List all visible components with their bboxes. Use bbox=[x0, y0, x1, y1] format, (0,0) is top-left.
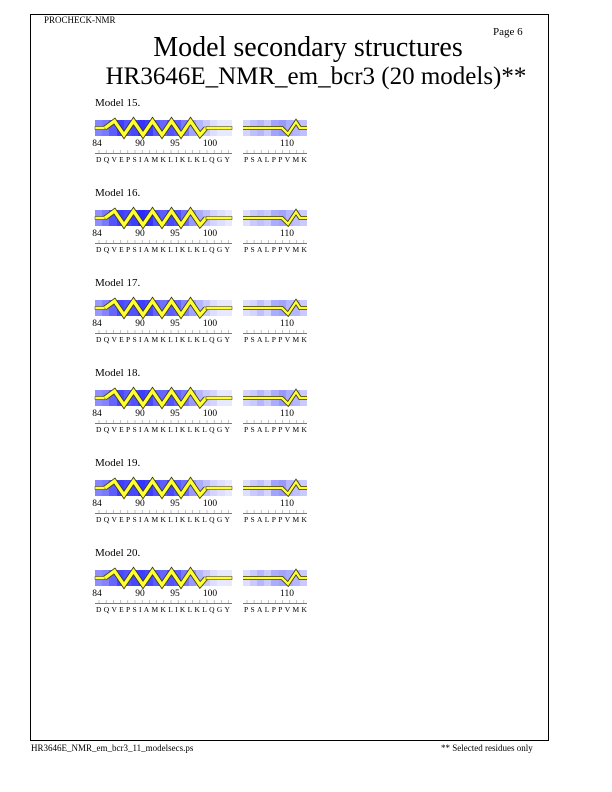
residue-letter: I bbox=[175, 425, 178, 434]
sequence-a bbox=[96, 515, 230, 524]
residue-letter: P bbox=[278, 335, 283, 344]
residue-letter: K bbox=[301, 335, 307, 344]
residue-letter: K bbox=[194, 515, 200, 524]
residue-letter: A bbox=[143, 425, 150, 434]
residue-letter: P bbox=[271, 155, 276, 164]
sequence-a bbox=[96, 245, 230, 254]
residue-letter: E bbox=[119, 425, 124, 434]
residue-letter: P bbox=[126, 425, 131, 434]
sequence-rule bbox=[243, 603, 307, 604]
residue-number: 110 bbox=[280, 409, 294, 419]
residue-letter: A bbox=[257, 245, 263, 254]
residue-letter: K bbox=[160, 155, 166, 164]
residue-letter: P bbox=[271, 515, 276, 524]
sequence-a bbox=[96, 335, 230, 344]
sequence-b bbox=[244, 425, 307, 434]
residue-number: 95 bbox=[170, 229, 180, 239]
sequence-b bbox=[244, 335, 307, 344]
residue-number: 110 bbox=[280, 139, 294, 149]
residue-letter: E bbox=[119, 605, 124, 614]
residue-letter: P bbox=[244, 245, 249, 254]
residue-letter: E bbox=[119, 245, 124, 254]
residue-number: 84 bbox=[92, 409, 102, 419]
residue-letter: V bbox=[284, 515, 291, 524]
residue-letter: I bbox=[138, 425, 142, 434]
residue-letter: E bbox=[119, 515, 124, 524]
sequence-b bbox=[244, 605, 307, 614]
residue-letter: I bbox=[138, 605, 142, 614]
residue-letter: K bbox=[301, 515, 307, 524]
coil-segment bbox=[95, 307, 105, 310]
residue-number: 84 bbox=[92, 589, 102, 599]
residue-letter: I bbox=[175, 515, 178, 524]
residue-letter: L bbox=[264, 245, 270, 254]
residue-letter: K bbox=[194, 245, 200, 254]
model-label: Model 17. bbox=[95, 277, 141, 289]
coil-segment bbox=[206, 217, 232, 220]
residue-letter: M bbox=[151, 515, 159, 524]
residue-letter: L bbox=[202, 605, 207, 614]
model-panel bbox=[92, 367, 322, 455]
residue-letter: G bbox=[216, 245, 223, 254]
model-label: Model 19. bbox=[95, 457, 141, 469]
footer-filename: HR3646E_NMR_em_bcr3_11_modelsecs.ps bbox=[31, 743, 194, 753]
residue-letter: Q bbox=[103, 425, 110, 434]
residue-letter: M bbox=[292, 245, 300, 254]
residue-letter: S bbox=[250, 425, 255, 434]
residue-letter: L bbox=[202, 155, 207, 164]
residue-letter: S bbox=[250, 515, 255, 524]
residue-letter: Q bbox=[209, 335, 215, 344]
sequence-rule bbox=[243, 243, 307, 244]
residue-letter: K bbox=[179, 245, 186, 254]
residue-letter: L bbox=[168, 335, 173, 344]
residue-letter: P bbox=[244, 515, 249, 524]
residue-letter: L bbox=[202, 335, 207, 344]
residue-number: 90 bbox=[135, 319, 145, 329]
residue-letter: S bbox=[132, 155, 137, 164]
residue-letter: P bbox=[278, 245, 283, 254]
residue-letter: K bbox=[160, 605, 166, 614]
residue-letter: P bbox=[271, 335, 276, 344]
residue-letter: I bbox=[175, 335, 178, 344]
sequence-rule bbox=[95, 603, 232, 604]
sequence-b bbox=[244, 245, 307, 254]
residue-letter: K bbox=[179, 515, 186, 524]
residue-letter: V bbox=[111, 245, 117, 254]
residue-number: 84 bbox=[92, 229, 102, 239]
residue-letter: L bbox=[264, 515, 270, 524]
residue-letter: Q bbox=[103, 155, 110, 164]
residue-letter: Q bbox=[103, 605, 110, 614]
residue-letter: Y bbox=[224, 245, 230, 254]
residue-letter: D bbox=[96, 425, 102, 434]
residue-letter: L bbox=[202, 425, 207, 434]
coil-segment bbox=[206, 397, 232, 400]
residue-letter: P bbox=[278, 605, 283, 614]
residue-letter: V bbox=[284, 605, 291, 614]
residue-letter: K bbox=[301, 605, 307, 614]
residue-number: 95 bbox=[170, 139, 180, 149]
residue-letter: G bbox=[216, 605, 223, 614]
coil-segment bbox=[243, 482, 307, 494]
residue-letter: A bbox=[257, 155, 263, 164]
residue-letter: L bbox=[187, 335, 193, 344]
residue-letter: I bbox=[138, 245, 142, 254]
residue-letter: V bbox=[111, 335, 117, 344]
residue-letter: M bbox=[292, 155, 300, 164]
residue-letter: P bbox=[271, 605, 276, 614]
residue-letter: L bbox=[187, 515, 193, 524]
residue-letter: Y bbox=[224, 335, 230, 344]
sequence-rule bbox=[243, 153, 307, 154]
residue-letter: Y bbox=[224, 425, 230, 434]
residue-letter: Q bbox=[103, 515, 110, 524]
sequence-rule bbox=[95, 423, 232, 424]
residue-number: 110 bbox=[280, 499, 294, 509]
residue-letter: K bbox=[179, 425, 186, 434]
residue-letter: D bbox=[96, 605, 102, 614]
residue-letter: K bbox=[301, 155, 307, 164]
residue-number: 90 bbox=[135, 409, 145, 419]
residue-letter: S bbox=[132, 335, 137, 344]
residue-letter: L bbox=[264, 605, 270, 614]
residue-letter: M bbox=[292, 515, 300, 524]
residue-letter: P bbox=[271, 245, 276, 254]
model-label: Model 16. bbox=[95, 187, 141, 199]
residue-letter: A bbox=[143, 245, 150, 254]
residue-letter: D bbox=[96, 155, 102, 164]
residue-letter: Q bbox=[209, 605, 215, 614]
coil-segment bbox=[206, 577, 232, 580]
sequence-rule bbox=[95, 513, 232, 514]
residue-letter: M bbox=[151, 335, 159, 344]
residue-letter: L bbox=[264, 425, 270, 434]
residue-letter: L bbox=[264, 155, 270, 164]
residue-letter: I bbox=[175, 605, 178, 614]
coil-segment bbox=[206, 307, 232, 310]
page-subtitle: HR3646E_NMR_em_bcr3 (20 models)** bbox=[105, 63, 527, 90]
residue-letter: Q bbox=[209, 245, 215, 254]
coil-segment bbox=[95, 127, 105, 130]
residue-number: 110 bbox=[280, 319, 294, 329]
model-panel bbox=[92, 97, 322, 185]
residue-letter: S bbox=[250, 335, 255, 344]
residue-letter: Q bbox=[103, 335, 110, 344]
residue-number: 100 bbox=[202, 589, 218, 599]
residue-letter: G bbox=[216, 515, 223, 524]
residue-letter: K bbox=[160, 515, 166, 524]
residue-letter: V bbox=[284, 245, 291, 254]
residue-number: 110 bbox=[280, 229, 294, 239]
residue-letter: P bbox=[244, 425, 249, 434]
residue-letter: Q bbox=[209, 515, 215, 524]
coil-segment bbox=[243, 122, 307, 134]
residue-letter: V bbox=[111, 605, 117, 614]
residue-letter: V bbox=[111, 515, 117, 524]
residue-letter: K bbox=[179, 605, 186, 614]
residue-letter: K bbox=[194, 155, 200, 164]
secondary-structure-overlay bbox=[92, 120, 322, 136]
residue-letter: L bbox=[168, 245, 173, 254]
secondary-structure-overlay bbox=[92, 300, 322, 316]
residue-letter: S bbox=[132, 515, 137, 524]
residue-letter: K bbox=[194, 425, 200, 434]
coil-segment bbox=[95, 487, 105, 490]
residue-letter: M bbox=[151, 245, 159, 254]
residue-letter: Y bbox=[224, 515, 230, 524]
residue-letter: E bbox=[119, 155, 124, 164]
residue-letter: L bbox=[187, 605, 193, 614]
sequence-b bbox=[244, 515, 307, 524]
sequence-a bbox=[96, 155, 230, 164]
residue-letter: I bbox=[138, 515, 142, 524]
coil-segment bbox=[243, 392, 307, 404]
residue-letter: P bbox=[278, 155, 283, 164]
residue-letter: S bbox=[132, 245, 137, 254]
residue-letter: D bbox=[96, 335, 102, 344]
residue-letter: M bbox=[151, 155, 159, 164]
residue-letter: L bbox=[168, 155, 173, 164]
model-label: Model 18. bbox=[95, 367, 141, 379]
residue-number: 84 bbox=[92, 499, 102, 509]
residue-letter: M bbox=[292, 605, 300, 614]
residue-letter: A bbox=[143, 155, 150, 164]
secondary-structure-overlay bbox=[92, 480, 322, 496]
residue-number: 84 bbox=[92, 139, 102, 149]
residue-letter: D bbox=[96, 515, 102, 524]
residue-number: 100 bbox=[202, 139, 218, 149]
secondary-structure-overlay bbox=[92, 570, 322, 586]
residue-letter: A bbox=[257, 335, 263, 344]
program-name: PROCHECK-NMR bbox=[44, 15, 116, 25]
residue-letter: G bbox=[216, 155, 223, 164]
residue-letter: V bbox=[284, 425, 291, 434]
residue-letter: I bbox=[175, 245, 178, 254]
residue-letter: S bbox=[132, 425, 137, 434]
residue-number: 100 bbox=[202, 319, 218, 329]
residue-letter: K bbox=[160, 425, 166, 434]
coil-segment bbox=[95, 217, 105, 220]
residue-letter: M bbox=[292, 425, 300, 434]
residue-letter: P bbox=[126, 335, 131, 344]
residue-letter: G bbox=[216, 425, 223, 434]
residue-letter: M bbox=[151, 605, 159, 614]
coil-segment bbox=[95, 397, 105, 400]
residue-letter: P bbox=[278, 515, 283, 524]
residue-letter: L bbox=[187, 425, 193, 434]
model-panel bbox=[92, 547, 322, 635]
coil-segment bbox=[206, 487, 232, 490]
residue-letter: L bbox=[202, 515, 207, 524]
sequence-rule bbox=[243, 333, 307, 334]
residue-number: 95 bbox=[170, 499, 180, 509]
residue-letter: L bbox=[264, 335, 270, 344]
residue-letter: P bbox=[278, 425, 283, 434]
sequence-a bbox=[96, 605, 230, 614]
coil-segment bbox=[206, 127, 232, 130]
residue-number: 100 bbox=[202, 229, 218, 239]
residue-letter: L bbox=[187, 245, 193, 254]
residue-letter: I bbox=[138, 335, 142, 344]
residue-number: 90 bbox=[135, 589, 145, 599]
residue-letter: S bbox=[250, 605, 255, 614]
residue-letter: P bbox=[244, 605, 249, 614]
residue-letter: A bbox=[257, 425, 263, 434]
residue-letter: E bbox=[119, 335, 124, 344]
residue-letter: S bbox=[132, 605, 137, 614]
residue-letter: A bbox=[143, 335, 150, 344]
coil-segment bbox=[243, 572, 307, 584]
residue-letter: G bbox=[216, 335, 223, 344]
residue-number: 100 bbox=[202, 409, 218, 419]
model-label: Model 20. bbox=[95, 547, 141, 559]
model-panel bbox=[92, 277, 322, 365]
residue-letter: S bbox=[250, 155, 255, 164]
sequence-rule bbox=[243, 423, 307, 424]
residue-letter: P bbox=[126, 605, 131, 614]
residue-letter: P bbox=[126, 515, 131, 524]
residue-letter: K bbox=[179, 155, 186, 164]
residue-letter: A bbox=[257, 605, 263, 614]
residue-letter: Q bbox=[209, 425, 215, 434]
residue-letter: M bbox=[292, 335, 300, 344]
residue-letter: K bbox=[194, 605, 200, 614]
residue-letter: K bbox=[194, 335, 200, 344]
residue-letter: I bbox=[175, 155, 178, 164]
coil-segment bbox=[243, 302, 307, 314]
residue-letter: V bbox=[111, 425, 117, 434]
residue-number: 90 bbox=[135, 499, 145, 509]
residue-letter: L bbox=[168, 515, 173, 524]
model-label: Model 15. bbox=[95, 97, 141, 109]
coil-segment bbox=[95, 577, 105, 580]
sequence-b bbox=[244, 155, 307, 164]
residue-letter: I bbox=[138, 155, 142, 164]
residue-letter: L bbox=[187, 155, 193, 164]
residue-letter: Q bbox=[209, 155, 215, 164]
residue-letter: L bbox=[168, 605, 173, 614]
residue-letter: K bbox=[160, 335, 166, 344]
model-panel bbox=[92, 187, 322, 275]
residue-letter: K bbox=[179, 335, 186, 344]
residue-number: 110 bbox=[280, 589, 294, 599]
residue-letter: K bbox=[301, 245, 307, 254]
residue-number: 84 bbox=[92, 319, 102, 329]
residue-letter: Y bbox=[224, 605, 230, 614]
residue-letter: P bbox=[126, 245, 131, 254]
coil-segment bbox=[243, 212, 307, 224]
residue-letter: S bbox=[250, 245, 255, 254]
residue-number: 95 bbox=[170, 409, 180, 419]
residue-letter: A bbox=[143, 605, 150, 614]
residue-letter: Y bbox=[224, 155, 230, 164]
secondary-structure-overlay bbox=[92, 210, 322, 226]
model-panel bbox=[92, 457, 322, 545]
residue-letter: D bbox=[96, 245, 102, 254]
sequence-rule bbox=[95, 243, 232, 244]
residue-letter: V bbox=[284, 155, 291, 164]
page-title: Model secondary structures bbox=[153, 32, 463, 63]
residue-letter: P bbox=[244, 335, 249, 344]
residue-letter: P bbox=[126, 155, 131, 164]
residue-letter: Q bbox=[103, 245, 110, 254]
footer-note: ** Selected residues only bbox=[441, 743, 533, 753]
sequence-rule bbox=[95, 333, 232, 334]
residue-number: 95 bbox=[170, 589, 180, 599]
residue-letter: V bbox=[284, 335, 291, 344]
page-number: Page 6 bbox=[493, 26, 523, 38]
residue-number: 95 bbox=[170, 319, 180, 329]
residue-letter: L bbox=[168, 425, 173, 434]
residue-letter: K bbox=[160, 245, 166, 254]
residue-letter: A bbox=[257, 515, 263, 524]
sequence-a bbox=[96, 425, 230, 434]
sequence-rule bbox=[243, 513, 307, 514]
residue-letter: V bbox=[111, 155, 117, 164]
residue-letter: L bbox=[202, 245, 207, 254]
residue-number: 100 bbox=[202, 499, 218, 509]
residue-number: 90 bbox=[135, 229, 145, 239]
residue-letter: M bbox=[151, 425, 159, 434]
residue-letter: P bbox=[244, 155, 249, 164]
residue-letter: A bbox=[143, 515, 150, 524]
sequence-rule bbox=[95, 153, 232, 154]
residue-letter: K bbox=[301, 425, 307, 434]
secondary-structure-overlay bbox=[92, 390, 322, 406]
residue-letter: P bbox=[271, 425, 276, 434]
residue-number: 90 bbox=[135, 139, 145, 149]
